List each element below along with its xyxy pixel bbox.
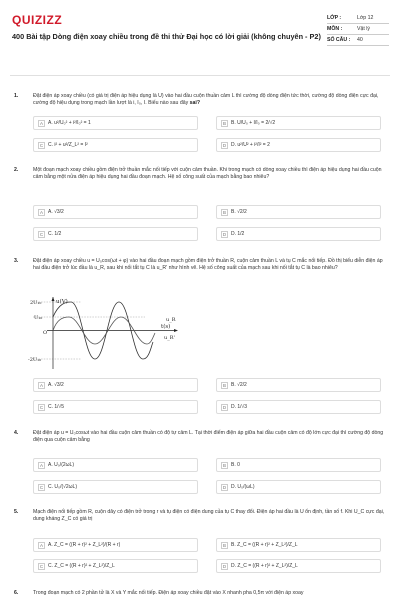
option-b[interactable] <box>216 205 381 219</box>
meta-class-label: LỚP : <box>327 15 342 21</box>
meta-subject <box>327 24 389 35</box>
option-text: B. U/U₀ + I/I₀ = 2/√2 <box>231 120 276 126</box>
meta-class-value: Lớp 12 <box>357 15 374 21</box>
header-divider <box>10 75 390 76</box>
question-text: Trong đoạn mạch có 2 phần tử là X và Y mắc nối tiếp. Điện áp xoay chiều đặt vào X nhanh pha 0,5π với điện áp xoay <box>33 590 304 596</box>
option-letter: D <box>222 143 227 148</box>
question-text: Mạch điện nối tiếp gồm R, cuộn dây có điện trở trong r và tụ điện có điện dung của tụ C thay đổi. Điện áp hai đầu là U ổn định, tần số f. Khi U_C cực đại, dung kháng Z_C có giá trị <box>33 509 385 523</box>
tick-origin: O <box>43 330 48 336</box>
option-letter: C <box>39 405 44 410</box>
tick-2u: 2U₁₀ <box>30 300 42 306</box>
tick-u: U₁₀ <box>34 315 43 321</box>
option-a[interactable] <box>33 378 198 392</box>
curve-ur-label: u_R <box>166 317 176 323</box>
question-number: 1. <box>14 93 19 99</box>
option-letter: B <box>222 121 226 126</box>
option-letter: A <box>39 121 43 126</box>
question-emphasis: sai? <box>189 100 201 107</box>
question-1 <box>14 93 386 108</box>
option-letter: C <box>39 232 44 237</box>
option-letter: C <box>39 485 44 490</box>
option-text: C. 1/√5 <box>48 404 65 410</box>
option-d[interactable] <box>216 227 381 241</box>
option-text: C. Z_C = ((R + r)² + Z_L²)/Z_L <box>48 563 115 569</box>
option-text: A. U₀/(2ωL) <box>48 462 74 468</box>
option-a[interactable] <box>33 458 198 472</box>
option-text: A. √3/2 <box>48 382 64 388</box>
option-b[interactable] <box>216 538 381 552</box>
option-text: A. √3/2 <box>48 209 64 215</box>
option-b[interactable] <box>216 378 381 392</box>
option-c[interactable] <box>33 138 198 152</box>
option-letter: C <box>39 143 44 148</box>
option-a[interactable] <box>33 116 198 130</box>
option-b[interactable] <box>216 116 381 130</box>
option-letter: D <box>222 485 227 490</box>
question-number: 5. <box>14 509 19 515</box>
option-text: C. i² + u²/Z_L² = I² <box>48 142 88 148</box>
option-d[interactable] <box>216 559 381 573</box>
option-c[interactable] <box>33 400 198 414</box>
option-c[interactable] <box>33 480 198 494</box>
meta-subject-value: Vật lý <box>357 26 370 32</box>
option-text: D. u²/U² + i²/I² = 2 <box>231 142 270 148</box>
option-letter: A <box>39 543 43 548</box>
option-text: D. 1/√3 <box>231 404 248 410</box>
option-text: C. 1/2 <box>48 231 62 237</box>
option-text: B. √2/2 <box>231 209 247 215</box>
question-number: 6. <box>14 590 19 596</box>
option-text: B. √2/2 <box>231 382 247 388</box>
tick-neg-2u: -2U₁₀ <box>28 357 42 363</box>
question-4 <box>14 430 386 445</box>
meta-count-label: SỐ CÂU : <box>327 37 351 43</box>
question-number: 2. <box>14 167 19 173</box>
option-d[interactable] <box>216 480 381 494</box>
meta-panel <box>327 13 389 46</box>
option-text: C. U₀/(√2ωL) <box>48 484 78 490</box>
option-letter: B <box>222 543 226 548</box>
option-text: B. 0 <box>231 462 240 468</box>
option-b[interactable] <box>216 458 381 472</box>
voltage-graph <box>28 297 198 369</box>
option-letter: D <box>222 232 227 237</box>
option-letter: A <box>39 210 43 215</box>
option-text: A. Z_C = ((R + r)² + Z_L²)/(R + r) <box>48 542 121 548</box>
question-5 <box>14 509 386 524</box>
option-letter: B <box>222 463 226 468</box>
option-letter: C <box>39 564 44 569</box>
question-2 <box>14 167 386 182</box>
question-6 <box>14 590 386 597</box>
option-a[interactable] <box>33 205 198 219</box>
meta-subject-label: MÔN : <box>327 26 343 32</box>
meta-class <box>327 13 389 24</box>
question-3 <box>14 258 386 273</box>
option-text: D. U₀/(ωL) <box>231 484 255 490</box>
question-text: Một đoạn mạch xoay chiều gồm điện trở thuần mắc nối tiếp với cuộn cảm thuần. Khi trong mạch có dòng xoay chiều thì điện áp hiệu dụng hai đầu cuộn cảm bằng một nửa điện áp hiệu dụng hai đầu đoạn mạch. Hệ số công suất của mạch bằng bao nhiêu? <box>33 167 382 181</box>
option-letter: B <box>222 210 226 215</box>
logo: QUIZIZZ <box>12 13 63 27</box>
option-letter: A <box>39 463 43 468</box>
option-letter: D <box>222 564 227 569</box>
curve-ur-prime-label: u_R' <box>164 335 175 341</box>
option-text: D. Z_C = ((R + r)² + Z_L²)/Z_L <box>231 563 298 569</box>
question-text: Đặt điện áp xoay chiều (có giá trị điện áp hiệu dụng là U) vào hai đầu cuộn thuần cảm L thì cường độ dòng điện tức thời, cường độ dòng điện cực đại, cường độ hiệu dụng trong mạch lần lượt là i, I₀, I. Biểu nào sau đây <box>33 93 379 107</box>
option-d[interactable] <box>216 400 381 414</box>
option-letter: A <box>39 383 43 388</box>
meta-count <box>327 35 389 46</box>
option-c[interactable] <box>33 227 198 241</box>
option-text: A. u²/U₀² + i²/I₀² = 1 <box>48 120 91 126</box>
option-text: D. 1/2 <box>231 231 245 237</box>
document-title: 400 Bài tập Dòng điện xoay chiều trong đề thi thử Đại học có lời giải (không chuyên - P2) <box>12 32 321 41</box>
option-d[interactable] <box>216 138 381 152</box>
question-text: Đặt điện áp xoay chiều u = U₀cos(ωt + φ) vào hai đầu đoạn mạch gồm điện trở thuần R, cuộn cảm thuần L và tụ C mắc nối tiếp. Đồ thị biểu diễn điện áp hai đầu điện trở lúc đầu là u_R, sau khi nối tắt tụ C là u_R' như hình vẽ. Hệ số công suất của mạch sau khi nối tắt tụ C là bao nhiêu? <box>33 258 383 272</box>
meta-count-value: 40 <box>357 37 363 43</box>
question-number: 4. <box>14 430 19 436</box>
option-text: B. Z_C = ((R + r)² + Z_L²)/Z_L <box>231 542 298 548</box>
option-letter: D <box>222 405 227 410</box>
option-letter: B <box>222 383 226 388</box>
question-number: 3. <box>14 258 19 264</box>
y-axis-label: u(V) <box>56 299 68 305</box>
x-axis-label: t(s) <box>161 324 171 330</box>
option-c[interactable] <box>33 559 198 573</box>
option-a[interactable] <box>33 538 198 552</box>
question-text: Đặt điện áp u = U₀cosωt vào hai đầu cuộn cảm thuần có độ tự cảm L. Tại thời điểm điện áp giữa hai đầu cuộn cảm có độ lớn cực đại thì cường độ dòng điện qua cuộn cảm bằng <box>33 430 384 444</box>
